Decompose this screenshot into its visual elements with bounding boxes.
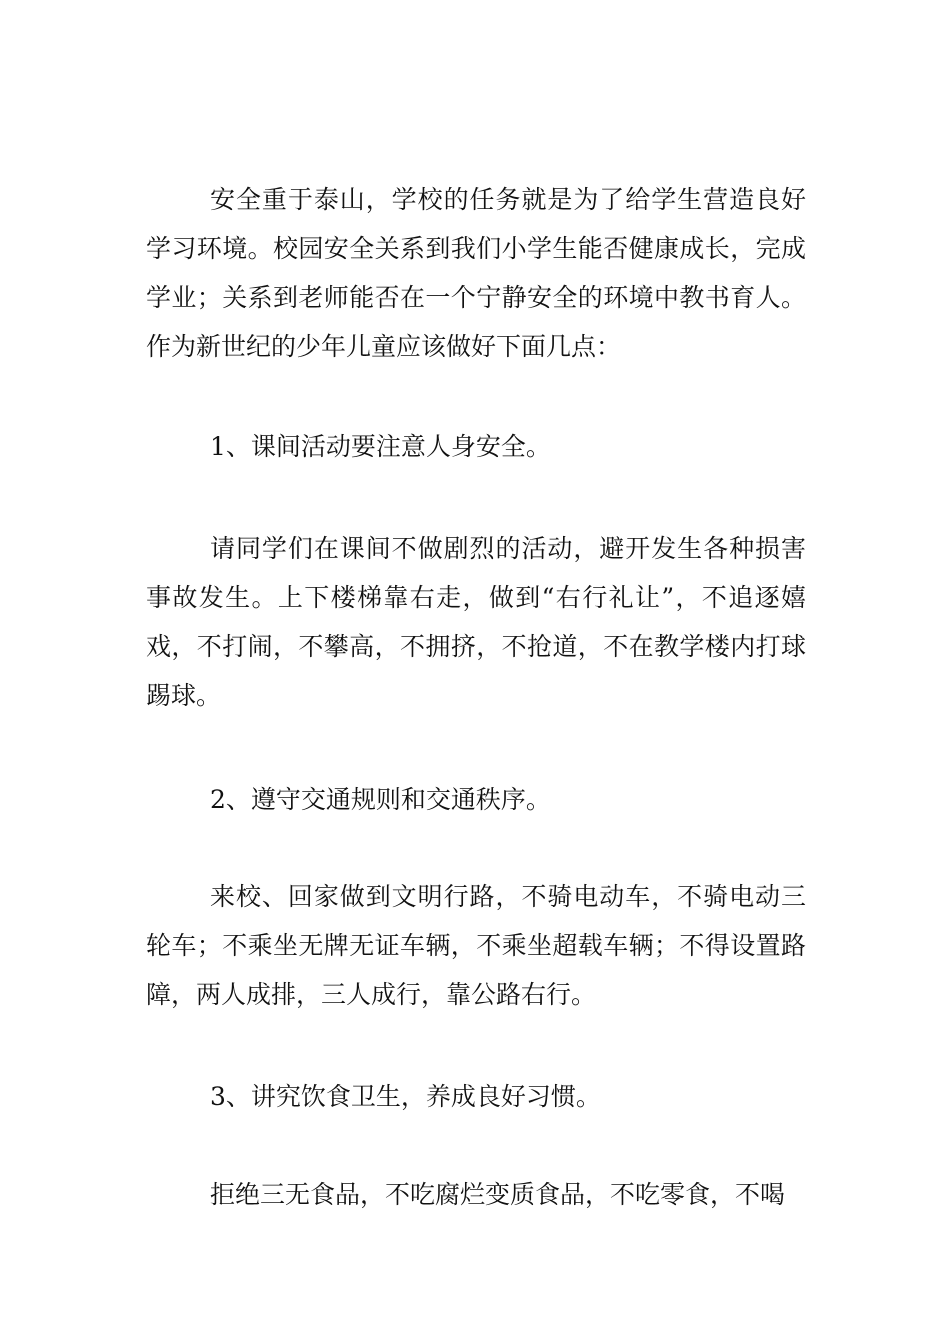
intro-paragraph: 安全重于泰山，学校的任务就是为了给学生营造良好学习环境。校园安全关系到我们小学生能否健康成长，完成学业；关系到老师能否在一个宁静安全的环境中教书育人。作为新世纪的少年儿童应该做好下面几点： (146, 185, 806, 361)
point-3-paragraph: 拒绝三无食品，不吃腐烂变质食品，不吃零食，不喝 (210, 1180, 786, 1209)
point-2-heading: 2、遵守交通规则和交通秩序。 (210, 785, 551, 814)
point-1-paragraph: 请同学们在课间不做剧烈的活动，避开发生各种损害事故发生。上下楼梯靠右走，做到“右行礼让”，不追逐嬉戏，不打闹，不攀高，不拥挤，不抢道，不在教学楼内打球踢球。 (146, 534, 806, 710)
point-1-heading: 1、课间活动要注意人身安全。 (210, 432, 551, 461)
document-page (146, 0, 806, 1344)
point-2-paragraph: 来校、回家做到文明行路，不骑电动车，不骑电动三轮车；不乘坐无牌无证车辆，不乘坐超载车辆；不得设置路障，两人成排，三人成行，靠公路右行。 (146, 882, 806, 1009)
point-3-heading: 3、讲究饮食卫生，养成良好习惯。 (210, 1082, 601, 1111)
